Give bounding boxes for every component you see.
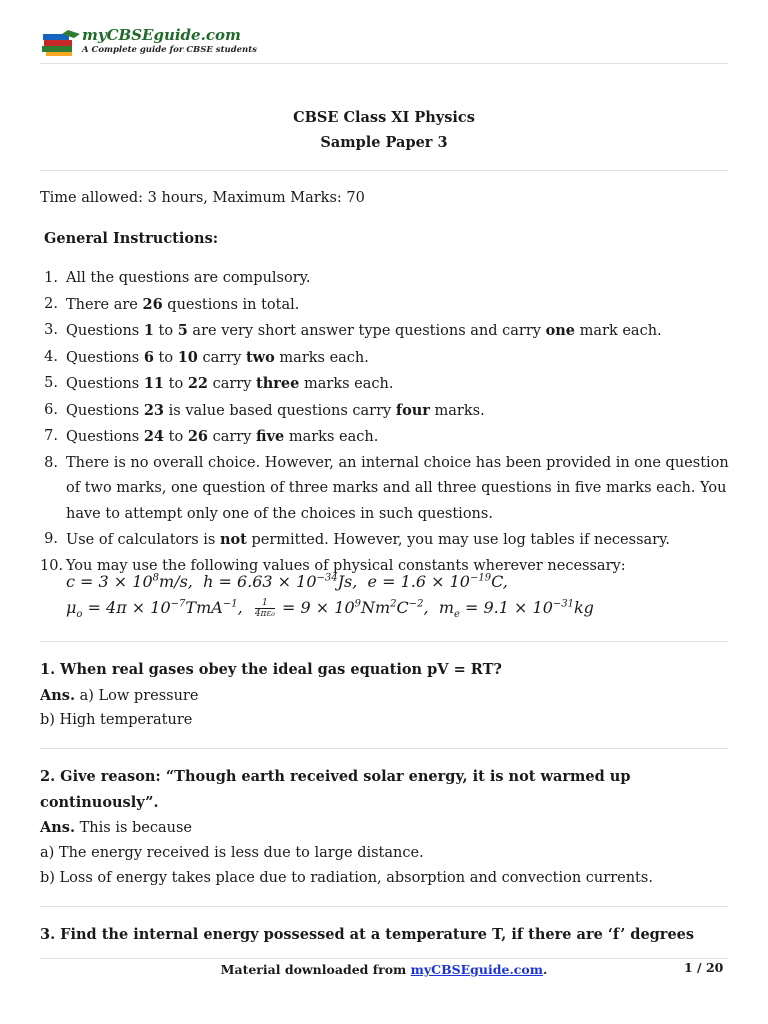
page-subtitle: Sample Paper 3 bbox=[320, 134, 448, 151]
question-2: 2. Give reason: “Though earth received solar energy, it is not warmed up bbox=[40, 768, 631, 785]
page-number: 1 / 20 bbox=[684, 960, 724, 975]
answer-1: Ans. a) Low pressure bbox=[40, 687, 199, 704]
list-item: 7. Questions 24 to 26 carry five marks each. bbox=[44, 428, 379, 445]
question-1: 1. When real gases obey the ideal gas equation pV = RT? bbox=[40, 661, 502, 678]
section-divider bbox=[40, 906, 728, 907]
list-item: 2. There are 26 questions in total. bbox=[44, 295, 300, 313]
list-item: 9. Use of calculators is not permitted. However, you may use log tables if necessary. bbox=[44, 531, 670, 548]
page-title: CBSE Class XI Physics bbox=[293, 109, 475, 126]
list-item: 1. All the questions are compulsory. bbox=[44, 270, 311, 286]
answer-2-line: b) Loss of energy takes place due to radiation, absorption and convection currents. bbox=[40, 870, 653, 886]
books-logo-icon bbox=[40, 28, 82, 58]
instructions-list bbox=[40, 266, 730, 579]
answer-2-line: a) The energy received is less due to large distance. bbox=[40, 845, 424, 861]
time-marks: Time allowed: 3 hours, Maximum Marks: 70 bbox=[40, 190, 365, 206]
list-item: 5. Questions 11 to 22 carry three marks each. bbox=[44, 375, 394, 392]
footer-link[interactable]: myCBSEguide.com bbox=[410, 962, 543, 977]
brand-tagline: A Complete guide for CBSE students bbox=[82, 45, 257, 55]
list-item: 10. You may use the following values of physical constants wherever necessary: bbox=[40, 557, 626, 574]
question-3: 3. Find the internal energy possessed at a temperature T, if there are ‘f’ degrees bbox=[40, 926, 695, 943]
footer-divider bbox=[40, 958, 728, 959]
list-item: 8. There is no overall choice. However, an internal choice has been provided in one question of two marks, one question of three marks and all three questions in five marks each. You have to attempt only one of the choices in such questions. bbox=[44, 454, 729, 522]
section-divider bbox=[40, 641, 728, 642]
brand-logo[interactable] bbox=[40, 26, 260, 60]
header-divider bbox=[40, 63, 728, 64]
question-2-cont: continuously”. bbox=[40, 794, 159, 811]
list-item: 4. Questions 6 to 10 carry two marks each. bbox=[44, 348, 369, 366]
title-divider bbox=[40, 170, 728, 171]
list-item: 6. Questions 23 is value based questions carry four marks. bbox=[44, 401, 485, 419]
section-divider bbox=[40, 748, 728, 749]
answer-1-line: b) High temperature bbox=[40, 712, 193, 728]
list-item: 3. Questions 1 to 5 are very short answer type questions and carry one mark each. bbox=[44, 322, 662, 339]
constants-line-1: $c = 3 \times 10^8m/s$, $h = 6.63 \times 10^{-34}Js$, $e = 1.6 \times 10^{-19}C$, bbox=[66, 572, 508, 591]
constants-line-2: $\mu_o = 4\pi \times 10^{-7}TmA^{-1}$, $\frac{1}{\text{4πε₀}}$ = $9 \times 10^9Nm^2C^{-2}$, $m_e = 9.1 \times 10^{-31}kg$ bbox=[66, 598, 594, 621]
instructions-heading: General Instructions: bbox=[44, 230, 219, 247]
brand-name: myCBSEguide.com bbox=[82, 26, 241, 44]
footer-note: Material downloaded from myCBSEguide.com. bbox=[220, 962, 548, 977]
coulomb-constant-fraction: $\frac{1}{\text{4πε₀}}$ bbox=[254, 598, 275, 619]
answer-2: Ans. This is because bbox=[40, 819, 192, 836]
